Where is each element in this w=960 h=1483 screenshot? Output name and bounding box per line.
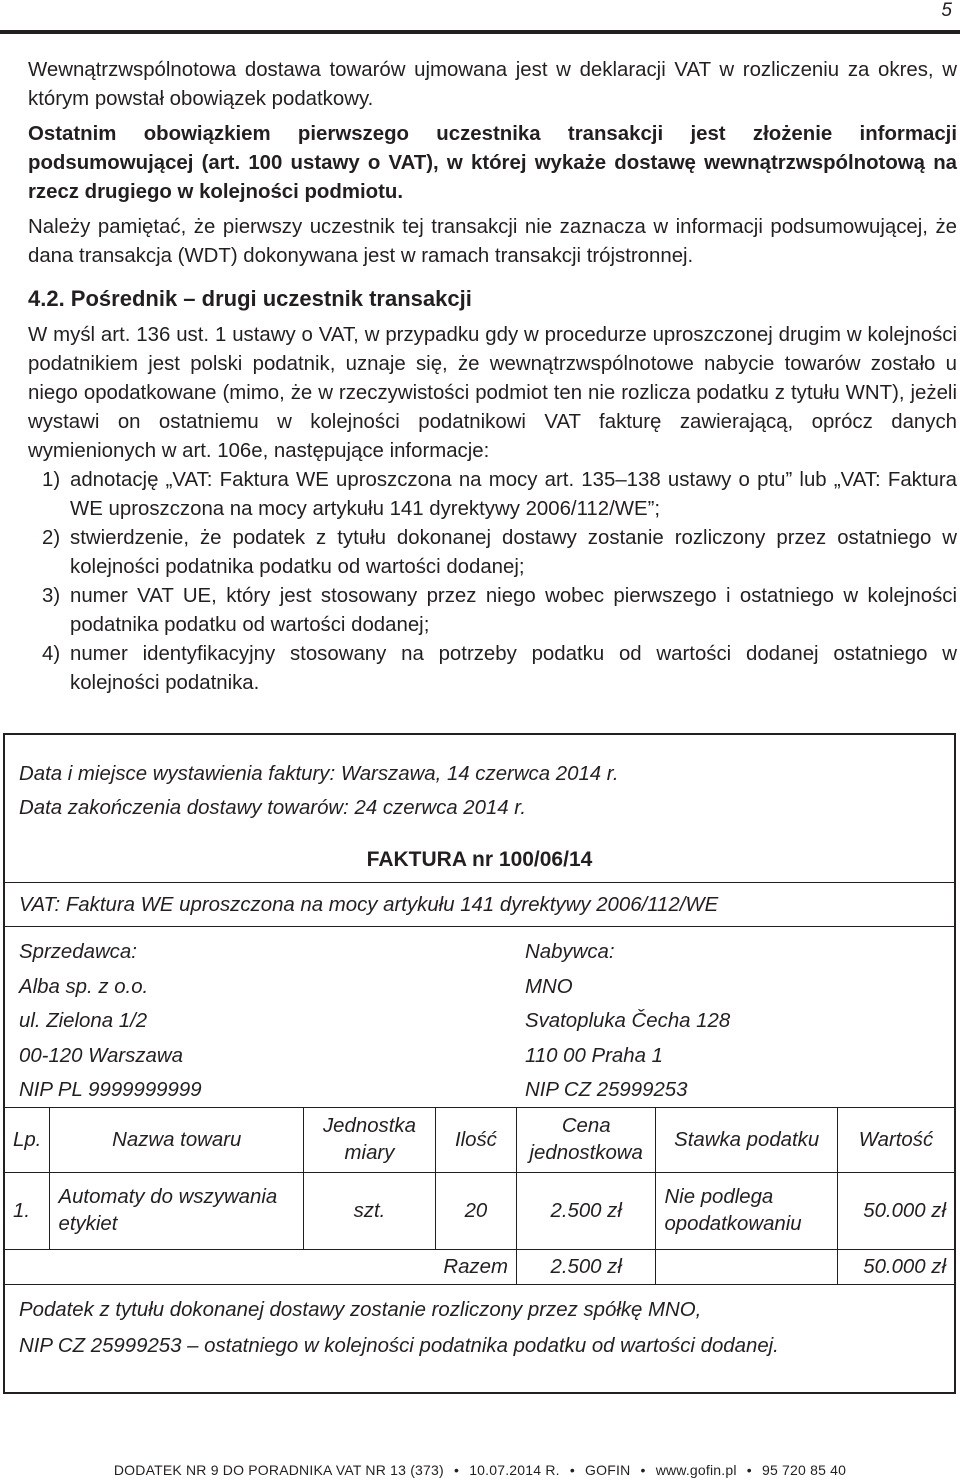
footer-date: 10.07.2014 R.: [469, 1462, 560, 1478]
seller-name: Alba sp. z o.o.: [19, 975, 149, 998]
summary-price: 2.500 zł: [516, 1250, 655, 1285]
row-value: 50.000 zł: [837, 1173, 954, 1250]
invoice-delivery-date: Data zakończenia dostawy towarów: 24 czerwca 2014 r.: [19, 797, 526, 819]
footer-phone: 95 720 85 40: [761, 1462, 847, 1478]
header-rule: [0, 30, 960, 34]
list-number: 4): [42, 643, 61, 665]
empty-cell: [50, 1250, 304, 1285]
col-value-header: Wartość: [837, 1108, 954, 1173]
buyer-label: Nabywca:: [525, 941, 615, 963]
col-name-header: Nazwa towaru: [50, 1108, 304, 1173]
list-number: 2): [42, 527, 61, 549]
article-body: [28, 56, 957, 698]
summary-value: 50.000 zł: [837, 1250, 954, 1285]
row-qty: 20: [435, 1173, 516, 1250]
footer-publisher: GOFIN: [585, 1462, 631, 1478]
list-text: stwierdzenie, że podatek z tytułu dokonanej dostawy zostanie rozliczony przez ostatniego w kolejności podatnika podatku od wartości dodanej;: [70, 527, 957, 578]
page-number: 5: [941, 0, 952, 21]
col-qty-header: Ilość: [435, 1108, 516, 1173]
col-price-header: Cena jednostkowa: [516, 1108, 655, 1173]
list-item: [28, 466, 957, 524]
footer-website[interactable]: www.gofin.pl: [655, 1462, 737, 1478]
col-rate-header: Stawka podatku: [656, 1108, 837, 1173]
footer-separator: •: [746, 1462, 752, 1478]
row-rate: Nie podlega opodatkowaniu: [656, 1173, 837, 1250]
table-summary-row: [5, 1250, 954, 1285]
page-footer: [0, 1462, 960, 1478]
footer-separator: •: [569, 1462, 575, 1478]
empty-cell: [304, 1250, 436, 1285]
paragraph-3: Należy pamiętać, że pierwszy uczestnik tej transakcji nie zaznacza w informacji podsumowującej, że dana transakcja (WDT) dokonywana jest w ramach transakcji trójstronnej.: [28, 216, 957, 267]
seller-label: Sprzedawca:: [19, 941, 137, 963]
list-text: numer VAT UE, który jest stosowany przez niego wobec pierwszego i ostatniego w kolejności podatnika podatku od wartości dodanej;: [70, 585, 957, 636]
buyer-city: 110 00 Praha 1: [525, 1044, 663, 1067]
invoice-note-line-1: Podatek z tytułu dokonanej dostawy zostanie rozliczony przez spółkę MNO,: [19, 1299, 702, 1321]
invoice-note: [19, 1292, 779, 1364]
list-item: [28, 640, 957, 698]
table-row: [5, 1173, 954, 1250]
buyer-name: MNO: [525, 975, 573, 998]
seller-nip: NIP PL 9999999999: [19, 1079, 202, 1101]
empty-cell: [656, 1250, 837, 1285]
list-item: [28, 582, 957, 640]
seller-street: ul. Zielona 1/2: [19, 1010, 148, 1032]
footer-publication: DODATEK NR 9 DO PORADNIKA VAT NR 13 (373): [113, 1462, 444, 1478]
invoice-note-line-2: NIP CZ 25999253 – ostatniego w kolejności podatnika podatku od wartości dodanej.: [19, 1335, 779, 1357]
buyer-block: [525, 935, 730, 1108]
col-lp-header: Lp.: [5, 1108, 50, 1173]
table-header-row: [5, 1108, 954, 1173]
invoice-example: [3, 733, 956, 1394]
row-lp: 1.: [5, 1173, 50, 1250]
paragraph-4: W myśl art. 136 ust. 1 ustawy o VAT, w przypadku gdy w procedurze uproszczonej drugim w kolejności podatnikiem jest polski podatnik, uznaje się, że wewnątrzwspólnotowe nabycie towarów zostało u niego opodatkowane (mimo, że w rzeczywistości podmiot ten nie rozlicza podatku z tytułu WNT), jeżeli wystawi on ostatniemu w kolejności podatnikowi VAT fakturę zawierającą, oprócz danych wymienionych w art. 106e, następujące informacje:: [28, 324, 957, 462]
row-unit: szt.: [304, 1173, 436, 1250]
list-text: numer identyfikacyjny stosowany na potrzeby podatku od wartości dodanej ostatniego w kolejności podatnika.: [70, 643, 957, 694]
seller-city: 00-120 Warszawa: [19, 1044, 183, 1067]
seller-block: [19, 935, 202, 1108]
list-item: [28, 524, 957, 582]
row-name: Automaty do wszywania etykiet: [50, 1173, 304, 1250]
list-text: adnotację „VAT: Faktura WE uproszczona na mocy art. 135–138 ustawy o ptu” lub „VAT: Faktura WE uproszczona na mocy artykułu 141 dyrektywy 2006/112/WE”;: [70, 469, 957, 520]
footer-separator: •: [640, 1462, 646, 1478]
list-number: 3): [42, 585, 61, 607]
divider: [5, 882, 954, 883]
empty-cell: [5, 1250, 50, 1285]
row-price: 2.500 zł: [516, 1173, 655, 1250]
invoice-items-table: [5, 1108, 954, 1285]
paragraph-1: Wewnątrzwspólnotowa dostawa towarów ujmowana jest w deklaracji VAT w rozliczeniu za okres, w którym powstał obowiązek podatkowy.: [28, 59, 957, 110]
buyer-street: Svatopluka Čecha 128: [525, 1010, 731, 1032]
invoice-title: FAKTURA nr 100/06/14: [366, 848, 593, 871]
divider: [5, 926, 954, 927]
invoice-annotation: VAT: Faktura WE uproszczona na mocy artykułu 141 dyrektywy 2006/112/WE: [19, 894, 719, 916]
summary-label: Razem: [435, 1250, 516, 1285]
paragraph-2: Ostatnim obowiązkiem pierwszego uczestnika transakcji jest złożenie informacji podsumowującej (art. 100 ustawy o VAT), w której wykaże dostawę wewnątrzwspólnotową na rzecz drugiego w kolejności podmiotu.: [28, 123, 957, 203]
col-unit-header: Jednostka miary: [304, 1108, 436, 1173]
list-number: 1): [42, 469, 61, 491]
buyer-nip: NIP CZ 25999253: [525, 1079, 688, 1101]
requirements-list: [28, 466, 957, 698]
footer-separator: •: [453, 1462, 460, 1478]
section-heading: 4.2. Pośrednik – drugi uczestnik transakcji: [28, 286, 472, 311]
invoice-issue-date: Data i miejsce wystawienia faktury: Warszawa, 14 czerwca 2014 r.: [19, 763, 619, 785]
